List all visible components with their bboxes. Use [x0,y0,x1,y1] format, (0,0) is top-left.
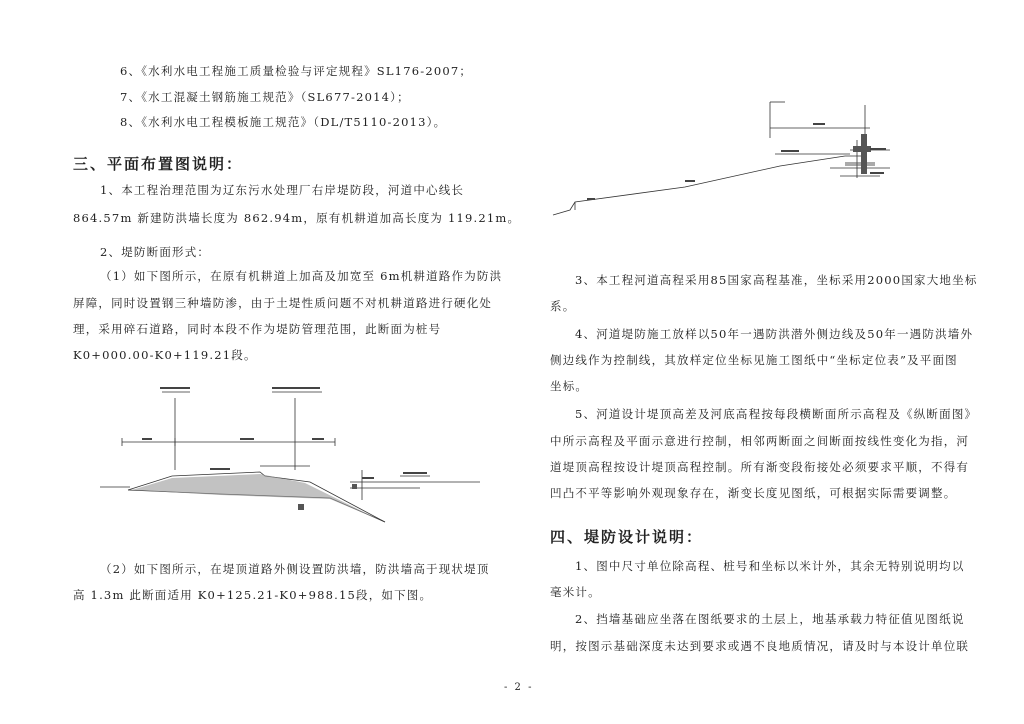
cross-section-drawing-1 [100,380,480,530]
section-4-title: 四、堤防设计说明： [550,528,704,546]
p5-l1: 5、河道设计堤顶高差及河底高程按每段横断面所示高程及《纵断面图》 [575,407,978,421]
s4-p2-l1: 2、挡墙基础应坐落在图纸要求的土层上，地基承载力特征值见图纸说 [575,612,965,626]
s4-p1-l2: 毫米计。 [550,585,601,599]
page-number: - 2 - [504,682,534,693]
section-3-title: 三、平面布置图说明： [73,155,244,173]
p5-l4: 凹凸不平等影响外观现象存在，渐变长度见图纸，可根据实际需要调整。 [550,486,957,500]
s3-p3-l2: 屏障，同时设置钢三种墙防渗，由于土堤性质问题不对机耕道路进行硬化处 [73,296,493,310]
p5-l2: 中所示高程及平面示意进行控制，相邻两断面之间断面按线性变化为指，河 [550,434,970,448]
s3-p4-l2: 高 1.3m 此断面适用 K0+125.21-K0+988.15段，如下图。 [73,588,433,602]
p4-l2: 侧边线作为控制线，其放样定位坐标见施工图纸中“坐标定位表”及平面图 [550,353,958,367]
ref-7: 7、《水工混凝土钢筋施工规范》（SL677-2014）； [120,90,410,104]
ref-8: 8、《水利水电工程模板施工规范》（DL/T5110-2013）。 [120,115,447,129]
p3-l2: 系。 [550,299,576,313]
s3-p3-l4: K0+000.00-K0+119.21段。 [73,348,257,362]
p4-l3: 坐标。 [550,379,589,393]
s4-p2-l2: 明，按图示基础深度未达到要求或遇不良地质情况，请及时与本设计单位联 [550,639,970,653]
p4-l1: 4、河道堤防施工放样以50年一遇防洪潜外侧边线及50年一遇防洪墙外 [575,327,974,341]
p5-l3: 道堤顶高程按设计堤顶高程控制。所有渐变段衔接处必须要求平顺，不得有 [550,460,970,474]
ref-6: 6、《水利水电工程施工质量检验与评定规程》SL176-2007； [120,64,473,78]
s3-p1-l1: 1、本工程治理范围为辽东污水处理厂右岸堤防段，河道中心线长 [100,183,465,197]
s3-p3-l3: 理，采用碎石道路，同时本段不作为堤防管理范围，此断面为桩号 [73,322,442,336]
s3-p4-l1: （2）如下图所示，在堤顶道路外侧设置防洪墙，防洪墙高于现状堤顶 [100,562,490,576]
p3-l1: 3、本工程河道高程采用85国家高程基准，坐标采用2000国家大地坐标 [575,273,978,287]
s3-p1-l2: 864.57m 新建防洪墙长度为 862.94m，原有机耕道加高长度为 119.21m。 [73,211,521,225]
cross-section-drawing-2 [545,90,985,220]
s3-p2: 2、堤防断面形式： [100,245,211,259]
s4-p1-l1: 1、图中尺寸单位除高程、桩号和坐标以米计外，其余无特别说明均以 [575,559,965,573]
s3-p3-l1: （1）如下图所示，在原有机耕道上加高及加宽至 6m机耕道路作为防洪 [100,269,503,283]
